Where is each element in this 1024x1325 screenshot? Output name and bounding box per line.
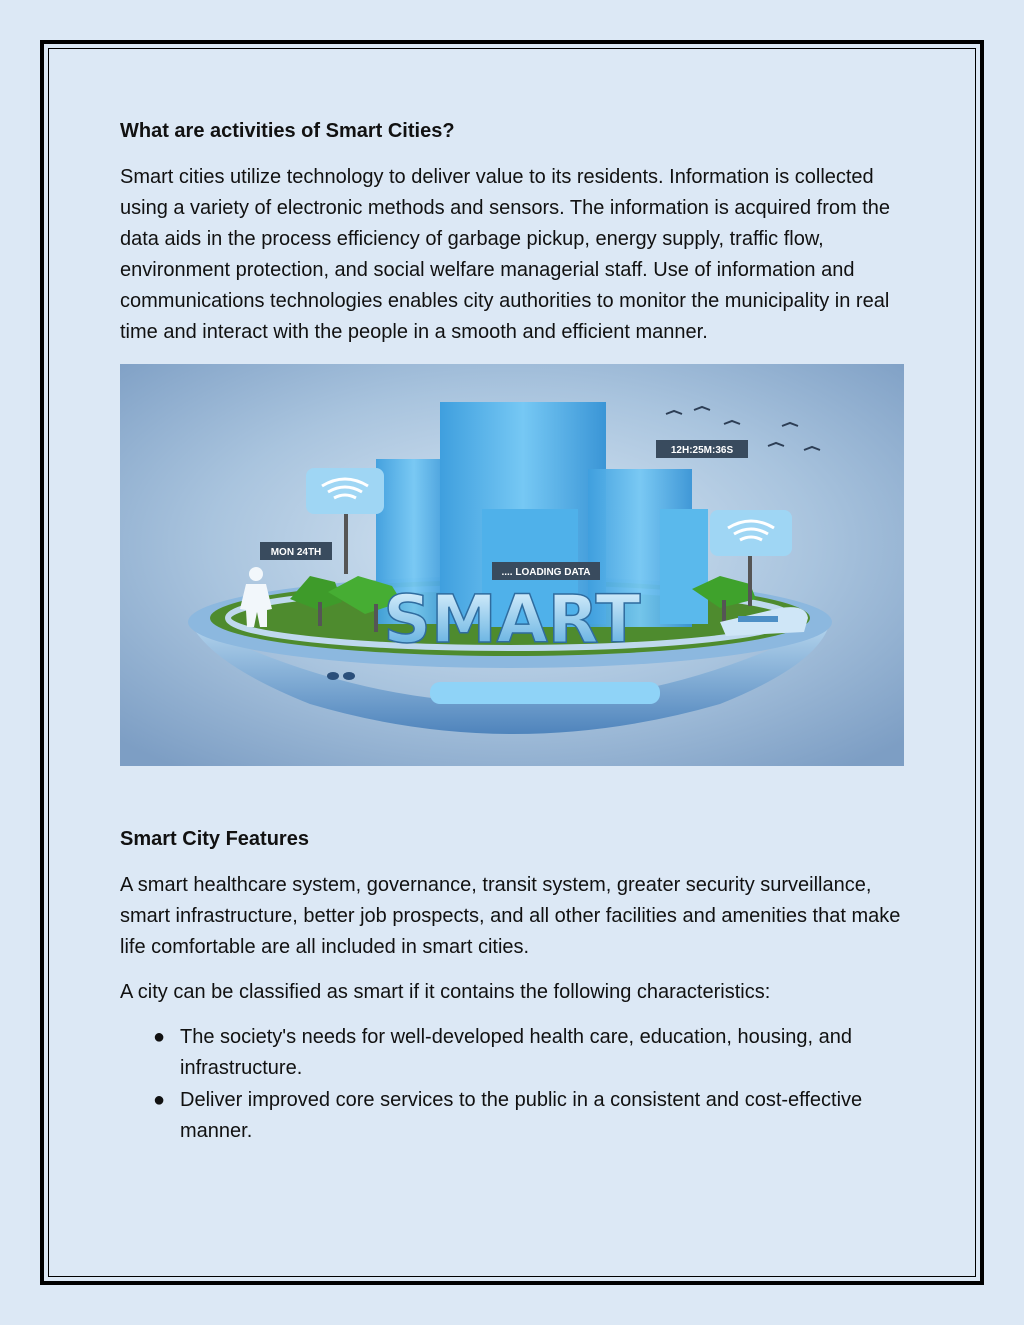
bullet-icon: ● [153, 1089, 166, 1111]
list-item-text: Deliver improved core services to the public in a consistent and cost-effective manner. [180, 1089, 863, 1142]
list-item [153, 1022, 906, 1084]
label-time-text: 12H:25M:36S [670, 445, 734, 456]
classification-paragraph: A city can be classified as smart if it contains the following characteristics: [120, 981, 771, 1003]
label-date [260, 542, 332, 560]
label-time [656, 440, 748, 458]
document-content [120, 118, 906, 1148]
smart-city-illustration [120, 364, 904, 766]
label-loading [492, 562, 600, 580]
characteristics-list [120, 1022, 906, 1147]
section-features [120, 826, 906, 1147]
list-item [153, 1085, 906, 1147]
section-heading-activities: What are activities of Smart Cities? [120, 120, 455, 142]
list-item-text: The society's needs for well-developed health care, education, housing, and infrastructure. [180, 1026, 853, 1079]
smart-text: SMART [383, 581, 641, 658]
activities-paragraph: Smart cities utilize technology to deliver value to its residents. Information is collected using a variety of electronic methods and sensors. The information is acquired from the data aids in the process efficiency of garbage pickup, energy supply, traffic flow, environment protection, and social welfare managerial staff. Use of information and communications technologies enables city authorities to monitor the municipality in real time and interact with the people in a smooth and efficient manner. [120, 166, 891, 343]
bullet-icon: ● [153, 1026, 166, 1048]
features-paragraph: A smart healthcare system, governance, transit system, greater security surveillance, smart infrastructure, better job prospects, and all other facilities and amenities that make life comfortable are all included in smart cities. [120, 874, 901, 958]
label-loading-text: .... LOADING DATA [501, 567, 591, 578]
section-heading-features: Smart City Features [120, 828, 309, 850]
label-date-text: MON 24TH [270, 547, 322, 558]
